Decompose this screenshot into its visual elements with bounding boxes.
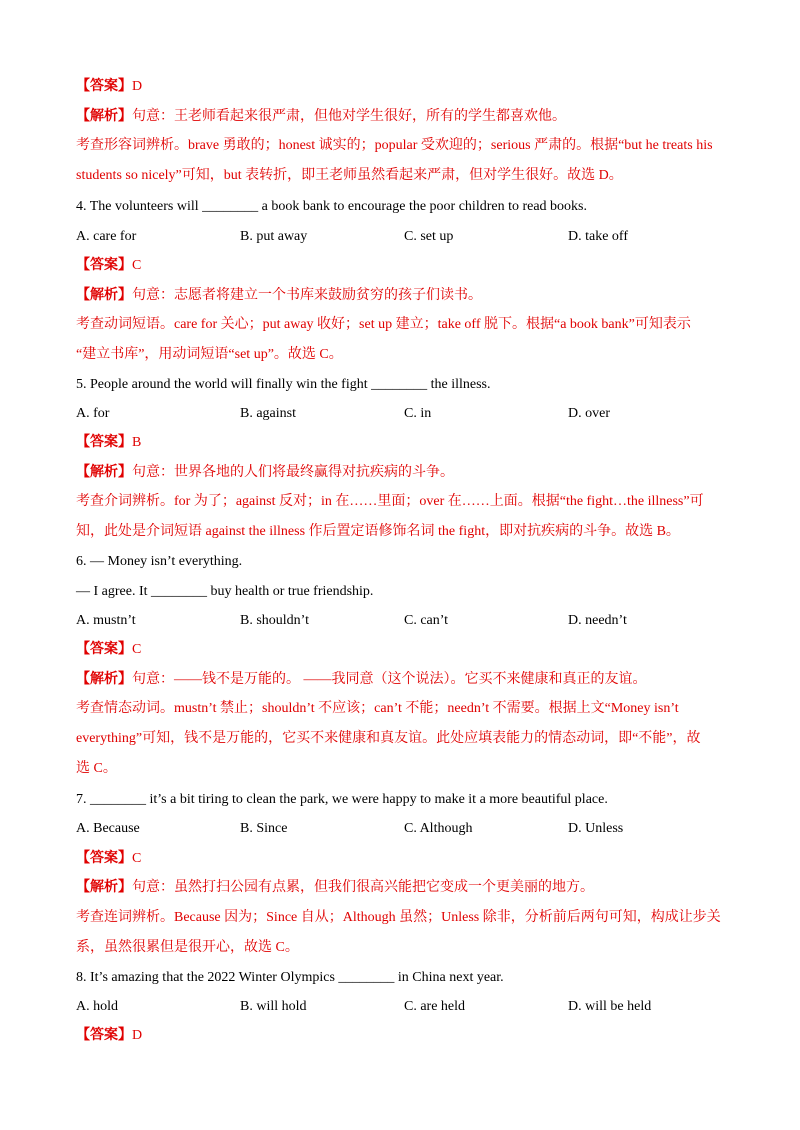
analysis-label: 【解析】 xyxy=(76,672,132,687)
option-d: D. needn’t xyxy=(568,613,627,628)
analysis-line xyxy=(76,671,740,689)
answer-value: D xyxy=(132,79,143,94)
answer-line xyxy=(76,1027,740,1045)
question-line: 4. The volunteers will ________ a book bank to encourage the poor children to read books. xyxy=(76,199,588,214)
analysis-label: 【解析】 xyxy=(76,288,132,303)
option-b: B. shouldn’t xyxy=(240,613,309,628)
analysis-line xyxy=(76,287,740,305)
analysis-text: 句意：志愿者将建立一个书库来鼓励贫穷的孩子们读书。 xyxy=(132,288,482,303)
explanation-line: 考查连词辨析。Because 因为；Since 自从；Although 虽然；Unless 除非，分析前后两句可知，构成让步关 xyxy=(76,910,721,925)
option-c: C. Although xyxy=(404,821,473,836)
analysis-text: 句意：世界各地的人们将最终赢得对抗疾病的斗争。 xyxy=(132,465,454,480)
answer-label: 【答案】 xyxy=(76,258,132,273)
option-c: C. set up xyxy=(404,229,454,244)
explanation-line: 考查情态动词。mustn’t 禁止；shouldn’t 不应该；can’t 不能；needn’t 不需要。根据上文“Money isn’t xyxy=(76,701,679,716)
answer-label: 【答案】 xyxy=(76,79,132,94)
answer-value: C xyxy=(132,642,142,657)
option-a: A. mustn’t xyxy=(76,613,136,628)
analysis-label: 【解析】 xyxy=(76,880,132,895)
analysis-line xyxy=(76,464,740,482)
option-b: B. Since xyxy=(240,821,288,836)
answer-line xyxy=(76,78,740,96)
analysis-label: 【解析】 xyxy=(76,465,132,480)
analysis-line xyxy=(76,879,740,897)
option-b: B. will hold xyxy=(240,999,307,1014)
option-a: A. Because xyxy=(76,821,140,836)
question-line: 5. People around the world will finally win the fight ________ the illness. xyxy=(76,377,491,392)
answer-value: D xyxy=(132,1028,143,1043)
answer-value: C xyxy=(132,851,142,866)
option-c: C. can’t xyxy=(404,613,449,628)
option-d: D. take off xyxy=(568,229,628,244)
question-line: 8. It’s amazing that the 2022 Winter Olympics ________ in China next year. xyxy=(76,970,504,985)
option-d: D. over xyxy=(568,406,610,421)
explanation-line: 知，此处是介词短语 against the illness 作后置定语修饰名词 the fight，即对抗疾病的斗争。故选 B。 xyxy=(76,524,680,539)
question-line: 6. — Money isn’t everything. xyxy=(76,554,243,569)
option-d: D. Unless xyxy=(568,821,624,836)
analysis-text: 句意：王老师看起来很严肃，但他对学生很好，所有的学生都喜欢他。 xyxy=(132,109,566,124)
option-a: A. hold xyxy=(76,999,118,1014)
answer-value: B xyxy=(132,435,142,450)
answer-line xyxy=(76,850,740,868)
option-b: B. against xyxy=(240,406,296,421)
explanation-line: “建立书库”，用动词短语“set up”。故选 C。 xyxy=(76,347,343,362)
explanation-line: 考查介词辨析。for 为了；against 反对；in 在……里面；over 在……上面。根据“the fight…the illness”可 xyxy=(76,494,704,509)
answer-label: 【答案】 xyxy=(76,1028,132,1043)
analysis-line xyxy=(76,108,740,126)
analysis-text: 句意：——钱不是万能的。 ——我同意（这个说法）。它买不来健康和真正的友谊。 xyxy=(132,672,647,687)
option-c: C. are held xyxy=(404,999,466,1014)
answer-label: 【答案】 xyxy=(76,851,132,866)
question-line: — I agree. It ________ buy health or true friendship. xyxy=(76,584,374,599)
explanation-line: 选 C。 xyxy=(76,761,117,776)
answer-line xyxy=(76,257,740,275)
answer-value: C xyxy=(132,258,142,273)
option-b: B. put away xyxy=(240,229,308,244)
analysis-label: 【解析】 xyxy=(76,109,132,124)
answer-line xyxy=(76,641,740,659)
option-c: C. in xyxy=(404,406,432,421)
option-a: A. care for xyxy=(76,229,137,244)
question-line: 7. ________ it’s a bit tiring to clean the park, we were happy to make it a more beautiful place. xyxy=(76,792,608,807)
explanation-line: everything”可知，钱不是万能的，它买不来健康和真友谊。此处应填表能力的情态动词，即“不能”，故 xyxy=(76,731,701,746)
explanation-line: students so nicely”可知，but 表转折，即王老师虽然看起来严肃，但对学生很好。故选 D。 xyxy=(76,168,623,183)
explanation-line: 系，虽然很累但是很开心，故选 C。 xyxy=(76,940,299,955)
option-a: A. for xyxy=(76,406,110,421)
answer-label: 【答案】 xyxy=(76,435,132,450)
explanation-line: 考查动词短语。care for 关心；put away 收好；set up 建立；take off 脱下。根据“a book bank”可知表示 xyxy=(76,317,691,332)
option-d: D. will be held xyxy=(568,999,652,1014)
answer-line xyxy=(76,434,740,452)
explanation-line: 考查形容词辨析。brave 勇敢的；honest 诚实的；popular 受欢迎的；serious 严肃的。根据“but he treats his xyxy=(76,138,713,153)
answer-label: 【答案】 xyxy=(76,642,132,657)
analysis-text: 句意：虽然打扫公园有点累，但我们很高兴能把它变成一个更美丽的地方。 xyxy=(132,880,594,895)
